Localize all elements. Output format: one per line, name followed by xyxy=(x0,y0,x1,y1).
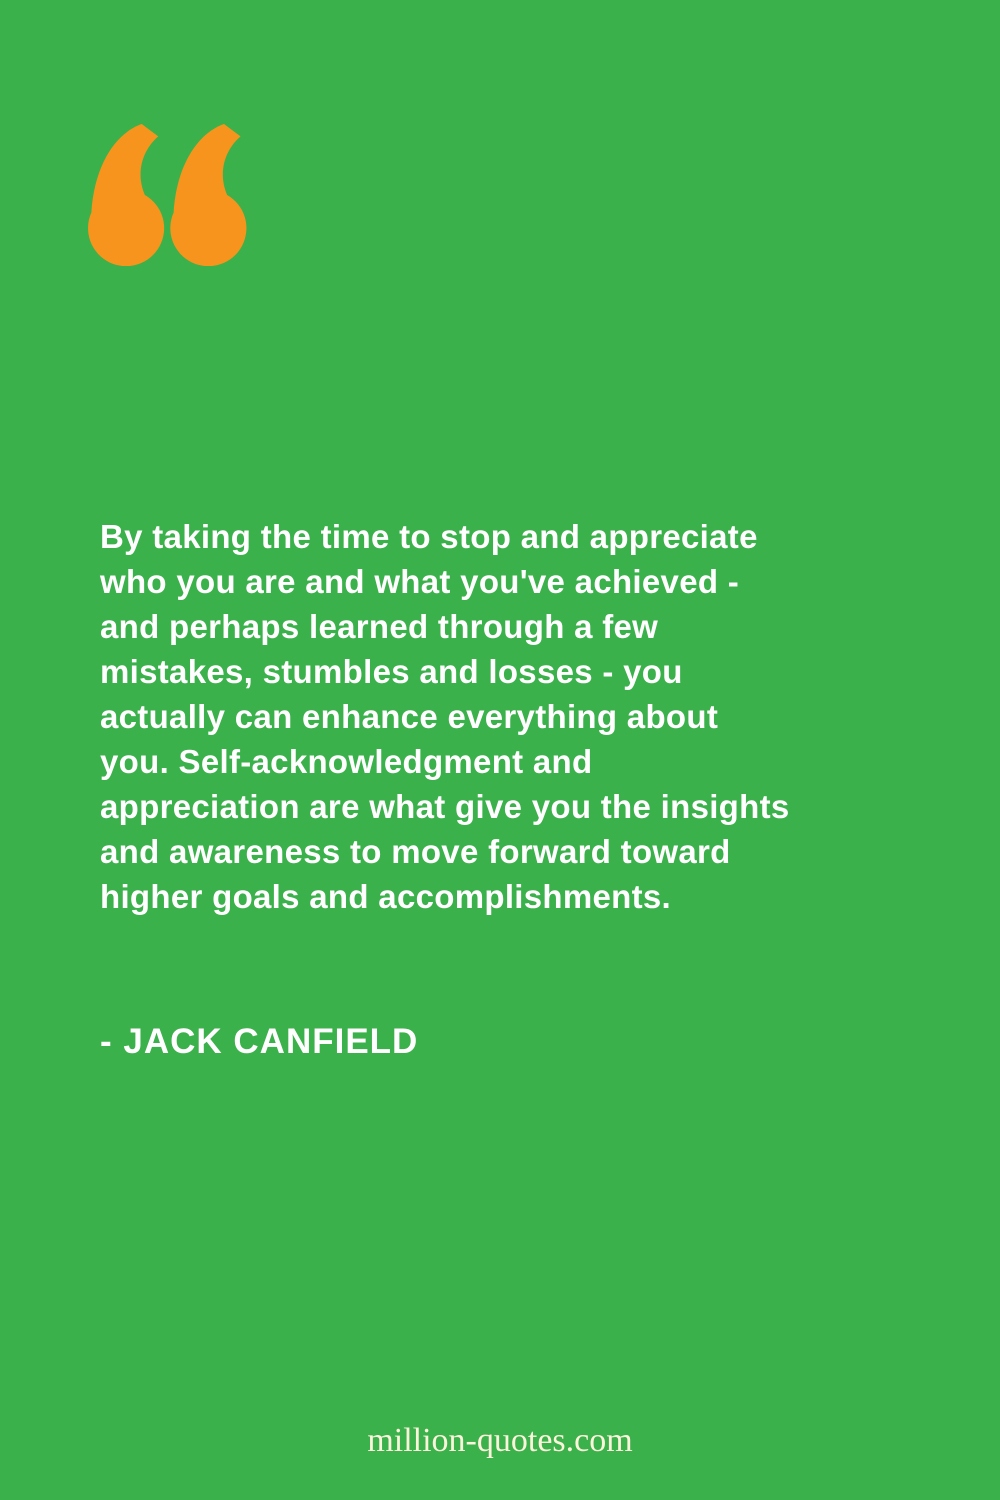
quote-line: who you are and what you've achieved - xyxy=(100,563,740,600)
quote-line: mistakes, stumbles and losses - you xyxy=(100,653,683,690)
quote-text xyxy=(100,514,830,919)
open-quote-icon xyxy=(88,122,248,266)
quote-line: By taking the time to stop and appreciate xyxy=(100,518,758,555)
quote-line: higher goals and accomplishments. xyxy=(100,878,672,915)
open-quote-right-comma xyxy=(170,124,246,266)
author-attribution: - JACK CANFIELD xyxy=(100,1022,419,1061)
quote-line: actually can enhance everything about xyxy=(100,698,719,735)
website-footer: million-quotes.com xyxy=(367,1422,633,1459)
quote-line: and perhaps learned through a few xyxy=(100,608,659,645)
quote-line: appreciation are what give you the insights xyxy=(100,788,790,825)
open-quote-left-comma xyxy=(88,124,164,266)
quote-line: you. Self-acknowledgment and xyxy=(100,743,593,780)
quote-line: and awareness to move forward toward xyxy=(100,833,731,870)
